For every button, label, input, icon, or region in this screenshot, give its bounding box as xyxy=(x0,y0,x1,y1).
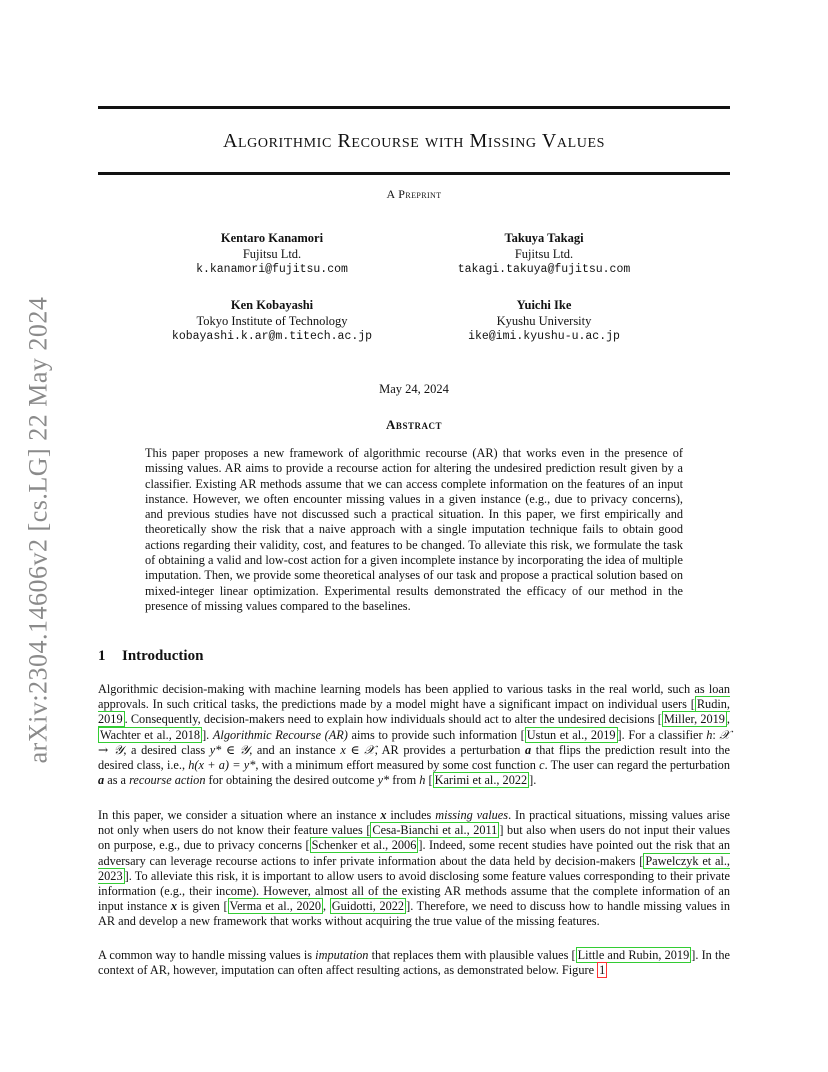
math-desired-class: y* ∈ 𝒴 xyxy=(209,742,250,757)
author-email[interactable]: kobayashi.k.ar@m.titech.ac.jp xyxy=(171,330,373,343)
citation-link[interactable]: Pawelczyk et al., 2023 xyxy=(98,853,730,883)
math-domain: 𝒳 → 𝒴 xyxy=(98,727,730,757)
math-desired-class: y* xyxy=(377,773,390,788)
math-classifier: h xyxy=(419,773,426,788)
citation-link[interactable]: Schenker et al., 2006 xyxy=(311,838,417,853)
author-email[interactable]: ike@imi.kyushu-u.ac.jp xyxy=(468,330,620,343)
citation-link[interactable]: Cesa-Bianchi et al., 2011 xyxy=(372,823,498,838)
math-instance: x xyxy=(170,899,177,914)
citation-link[interactable]: Ustun et al., 2019 xyxy=(526,727,616,742)
section-number: 1 xyxy=(98,648,106,664)
title-rule-top xyxy=(98,106,730,109)
abstract-heading: Abstract xyxy=(386,417,442,432)
citation-link[interactable]: Verma et al., 2020 xyxy=(229,899,322,914)
intro-paragraph-2: In this paper, we consider a situation where an instance x includes missing values. In practical situations, missing values arise not only when users do not know their feature values [ Cesa-Bianchi et al., 2011 ] but also when users do not input their values on purpose, e.g., due to privacy concerns [ Schenker et al., 2006 ]. Indeed, some recent studies have pointed out the risk that an adversary can leverage recourse actions to infer private information about the data held by decision-makers [ Pawelczyk et al., 2023 ]. To alleviate this risk, it is important to allow users to avoid disclosing some feature values corresponding to their private information (e.g., their income). However, almost all of the existing AR methods assume that the complete information of an input instance x is given [ Verma et al., 2020 , Guidotti, 2022 ]. Therefore, we need to discuss how to handle missing values in AR and develop a new framework that works without acquiring the true value of the missing features. xyxy=(98,808,731,929)
arxiv-identifier: arXiv:2304.14606v2 [cs.LG] 22 May 2024 xyxy=(23,296,52,764)
author-name: Yuichi Ike xyxy=(516,298,572,312)
author-email[interactable]: takagi.takuya@fujitsu.com xyxy=(457,263,631,276)
emphasis-term: recourse action xyxy=(129,773,206,788)
author-block xyxy=(404,230,684,278)
author-affiliation: Kyushu University xyxy=(496,314,592,328)
citation-link[interactable]: Guidotti, 2022 xyxy=(331,899,405,914)
citation-link[interactable]: Karimi et al., 2022 xyxy=(434,773,528,788)
math-flip-condition: h(x + a) = y* xyxy=(188,758,256,773)
intro-paragraph-3: A common way to handle missing values is imputation that replaces them with plausible values [ Little and Rubin, 2019 ]. In the context of AR, however, imputation can often affect resulting actions, as demonstrated below. Figure 1 xyxy=(98,948,730,978)
figure-reference-link[interactable]: 1 xyxy=(599,963,606,978)
section-title: Introduction xyxy=(122,648,204,664)
math-perturbation: a xyxy=(525,742,532,757)
math-instance: x ∈ 𝒳 xyxy=(340,742,375,757)
author-block xyxy=(132,230,412,278)
emphasis-term: Algorithmic Recourse (AR) xyxy=(212,727,348,742)
emphasis-term: missing values xyxy=(435,808,509,822)
citation-link[interactable]: Rudin, 2019 xyxy=(98,697,730,727)
author-name: Ken Kobayashi xyxy=(230,298,314,312)
author-block xyxy=(404,297,684,345)
emphasis-term: imputation xyxy=(315,948,369,962)
math-cost-function: c xyxy=(539,758,545,773)
title-rule-bottom xyxy=(98,172,730,175)
citation-link[interactable]: Little and Rubin, 2019 xyxy=(577,948,690,962)
intro-paragraph-1: Algorithmic decision-making with machine learning models has been applied to various tasks in the real world, such as loan approvals. In such critical tasks, the predictions made by a model might have a significant impact on individual users [ Rudin, 2019 . Consequently, decision-makers need to explain how individuals should act to alter the undesired decisions [ Miller, 2019 , Wachter et al., 2018 ]. Algorithmic Recourse (AR) aims to provide such information [ Ustun et al., 2019 ]. For a classifier h: 𝒳 → 𝒴, a desired class y* ∈ 𝒴, and an instance x ∈ 𝒳, AR provides a perturbation a that flips the prediction result into the desired class, i.e., h(x + a) = y*, with a minimum effort measured by some cost function c. The user can regard the perturbation a as a recourse action for obtaining the desired outcome y* from h [ Karimi et al., 2022 ]. xyxy=(98,682,731,788)
section-heading xyxy=(98,648,203,665)
math-perturbation: a xyxy=(98,773,105,788)
author-name: Kentaro Kanamori xyxy=(220,231,324,245)
author-email[interactable]: k.kanamori@fujitsu.com xyxy=(196,263,348,276)
preprint-label: A Preprint xyxy=(386,187,442,201)
author-affiliation: Tokyo Institute of Technology xyxy=(196,314,348,328)
citation-link[interactable]: Wachter et al., 2018 xyxy=(100,727,201,742)
author-block xyxy=(132,297,412,345)
citation-link[interactable]: Miller, 2019 xyxy=(663,712,725,727)
abstract-text: This paper proposes a new framework of algorithmic recourse (AR) that works even in the presence of missing values. AR aims to provide a recourse action for altering the undesired prediction result given by a classifier. Existing AR methods assume that we can access complete information on the features of an input instance. However, we often encounter missing values in a given instance (e.g., due to privacy concerns), and previous studies have not discussed such a practical situation. In this paper, we first empirically and theoretically show the risk that a naive approach with a single imputation technique fails to obtain good actions regarding their validity, cost, and features to be changed. To alleviate this risk, we formulate the task of obtaining a valid and low-cost action for a given incomplete instance by incorporating the idea of multiple imputation. Then, we provide some theoretical analyses of our task and propose a practical solution based on mixed-integer linear optimization. Experimental results demonstrated the efficacy of our method in the presence of missing values compared to the baselines. xyxy=(145,446,683,613)
author-name: Takuya Takagi xyxy=(504,231,584,245)
paper-title: Algorithmic Recourse with Missing Values xyxy=(222,130,606,152)
author-affiliation: Fujitsu Ltd. xyxy=(242,247,302,261)
arxiv-side-stamp xyxy=(18,296,58,764)
author-affiliation: Fujitsu Ltd. xyxy=(514,247,574,261)
math-instance: x xyxy=(380,808,387,822)
publication-date: May 24, 2024 xyxy=(379,382,449,396)
math-classifier: h xyxy=(706,727,713,742)
